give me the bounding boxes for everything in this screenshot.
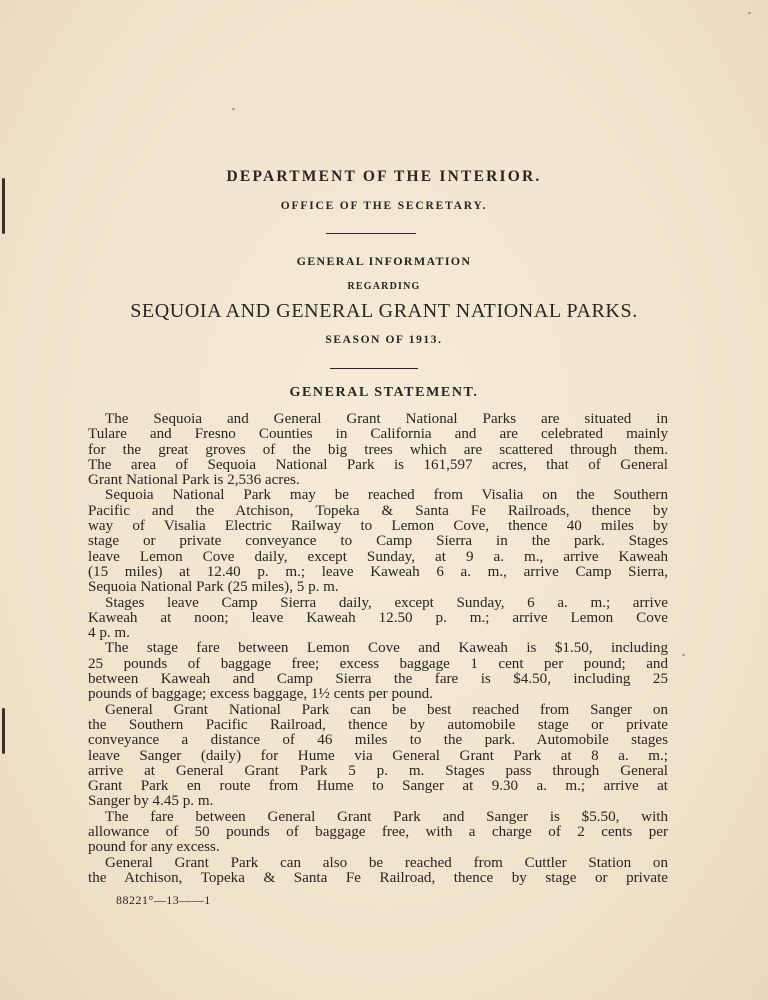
body-line: for the great groves of the big trees which are scattered through them. bbox=[88, 441, 668, 458]
regarding-label: REGARDING bbox=[347, 281, 421, 292]
print-code: 88221°—13——1 bbox=[116, 893, 211, 907]
body-line: The stage fare between Lemon Cove and Kaweah is $1.50, including bbox=[105, 640, 668, 657]
body-line: allowance of 50 pounds of baggage free, with a charge of 2 cents per bbox=[88, 824, 668, 841]
body-line: Pacific and the Atchison, Topeka & Santa Fe Railroads, thence by bbox=[88, 502, 668, 519]
body-text bbox=[88, 412, 668, 886]
paper-speck bbox=[748, 12, 751, 14]
paper-speck bbox=[232, 108, 235, 110]
office-heading: OFFICE OF THE SECRETARY. bbox=[280, 200, 488, 212]
body-line: 25 pounds of baggage free; excess baggage 1 cent per pound; and bbox=[88, 655, 668, 672]
season-label: SEASON OF 1913. bbox=[325, 334, 443, 346]
body-line: General Grant National Park can be best reached from Sanger on bbox=[105, 701, 668, 718]
body-line: leave Lemon Cove daily, except Sunday, at 9 a. m., arrive Kaweah bbox=[88, 548, 668, 565]
body-line: Grant Park en route from Hume to Sanger at 9.30 a. m.; arrive at bbox=[88, 778, 668, 795]
body-line: Stages leave Camp Sierra daily, except Sunday, 6 a. m.; arrive bbox=[105, 594, 668, 611]
body-line: General Grant Park can also be reached from Cuttler Station on bbox=[105, 854, 668, 871]
body-line: Grant National Park is 2,536 acres. bbox=[88, 472, 300, 489]
body-line: Tulare and Fresno Counties in California and are celebrated mainly bbox=[88, 426, 668, 443]
divider-rule bbox=[326, 233, 416, 234]
body-line: the Southern Pacific Railroad, thence by automobile stage or private bbox=[88, 716, 668, 733]
body-line: pound for any excess. bbox=[88, 839, 220, 856]
body-line: 4 p. m. bbox=[88, 625, 130, 642]
body-line: Sequoia National Park may be reached from Visalia on the Southern bbox=[105, 487, 668, 504]
paper-speck bbox=[682, 654, 685, 656]
department-heading: DEPARTMENT OF THE INTERIOR. bbox=[226, 168, 542, 185]
body-line: way of Visalia Electric Railway to Lemon Cove, thence 40 miles by bbox=[88, 518, 668, 535]
body-line: the Atchison, Topeka & Santa Fe Railroad, thence by stage or private bbox=[88, 869, 668, 886]
body-line: arrive at General Grant Park 5 p. m. Stages pass through General bbox=[88, 762, 668, 779]
body-line: Sequoia National Park (25 miles), 5 p. m. bbox=[88, 579, 339, 596]
binding-mark bbox=[2, 708, 5, 754]
body-line: between Kaweah and Camp Sierra the fare is $4.50, including 25 bbox=[88, 671, 668, 688]
parks-title: SEQUOIA AND GENERAL GRANT NATIONAL PARKS. bbox=[130, 300, 638, 322]
body-line: (15 miles) at 12.40 p. m.; leave Kaweah 6 a. m., arrive Camp Sierra, bbox=[88, 563, 668, 580]
general-information-heading: GENERAL INFORMATION bbox=[296, 254, 472, 268]
divider-rule bbox=[330, 368, 418, 369]
body-line: Sanger by 4.45 p. m. bbox=[88, 793, 214, 810]
section-heading: GENERAL STATEMENT. bbox=[289, 385, 479, 400]
body-line: Kaweah at noon; leave Kaweah 12.50 p. m.; arrive Lemon Cove bbox=[88, 609, 668, 626]
body-line: pounds of baggage; excess baggage, 1½ cents per pound. bbox=[88, 686, 433, 703]
body-line: The area of Sequoia National Park is 161,597 acres, that of General bbox=[88, 456, 668, 473]
body-line: stage or private conveyance to Camp Sierra in the park. Stages bbox=[88, 533, 668, 550]
body-line: conveyance a distance of 46 miles to the park. Automobile stages bbox=[88, 732, 668, 749]
body-line: The fare between General Grant Park and Sanger is $5.50, with bbox=[105, 808, 668, 825]
body-line: The Sequoia and General Grant National Parks are situated in bbox=[105, 411, 668, 427]
body-line: leave Sanger (daily) for Hume via General Grant Park at 8 a. m.; bbox=[88, 747, 668, 764]
